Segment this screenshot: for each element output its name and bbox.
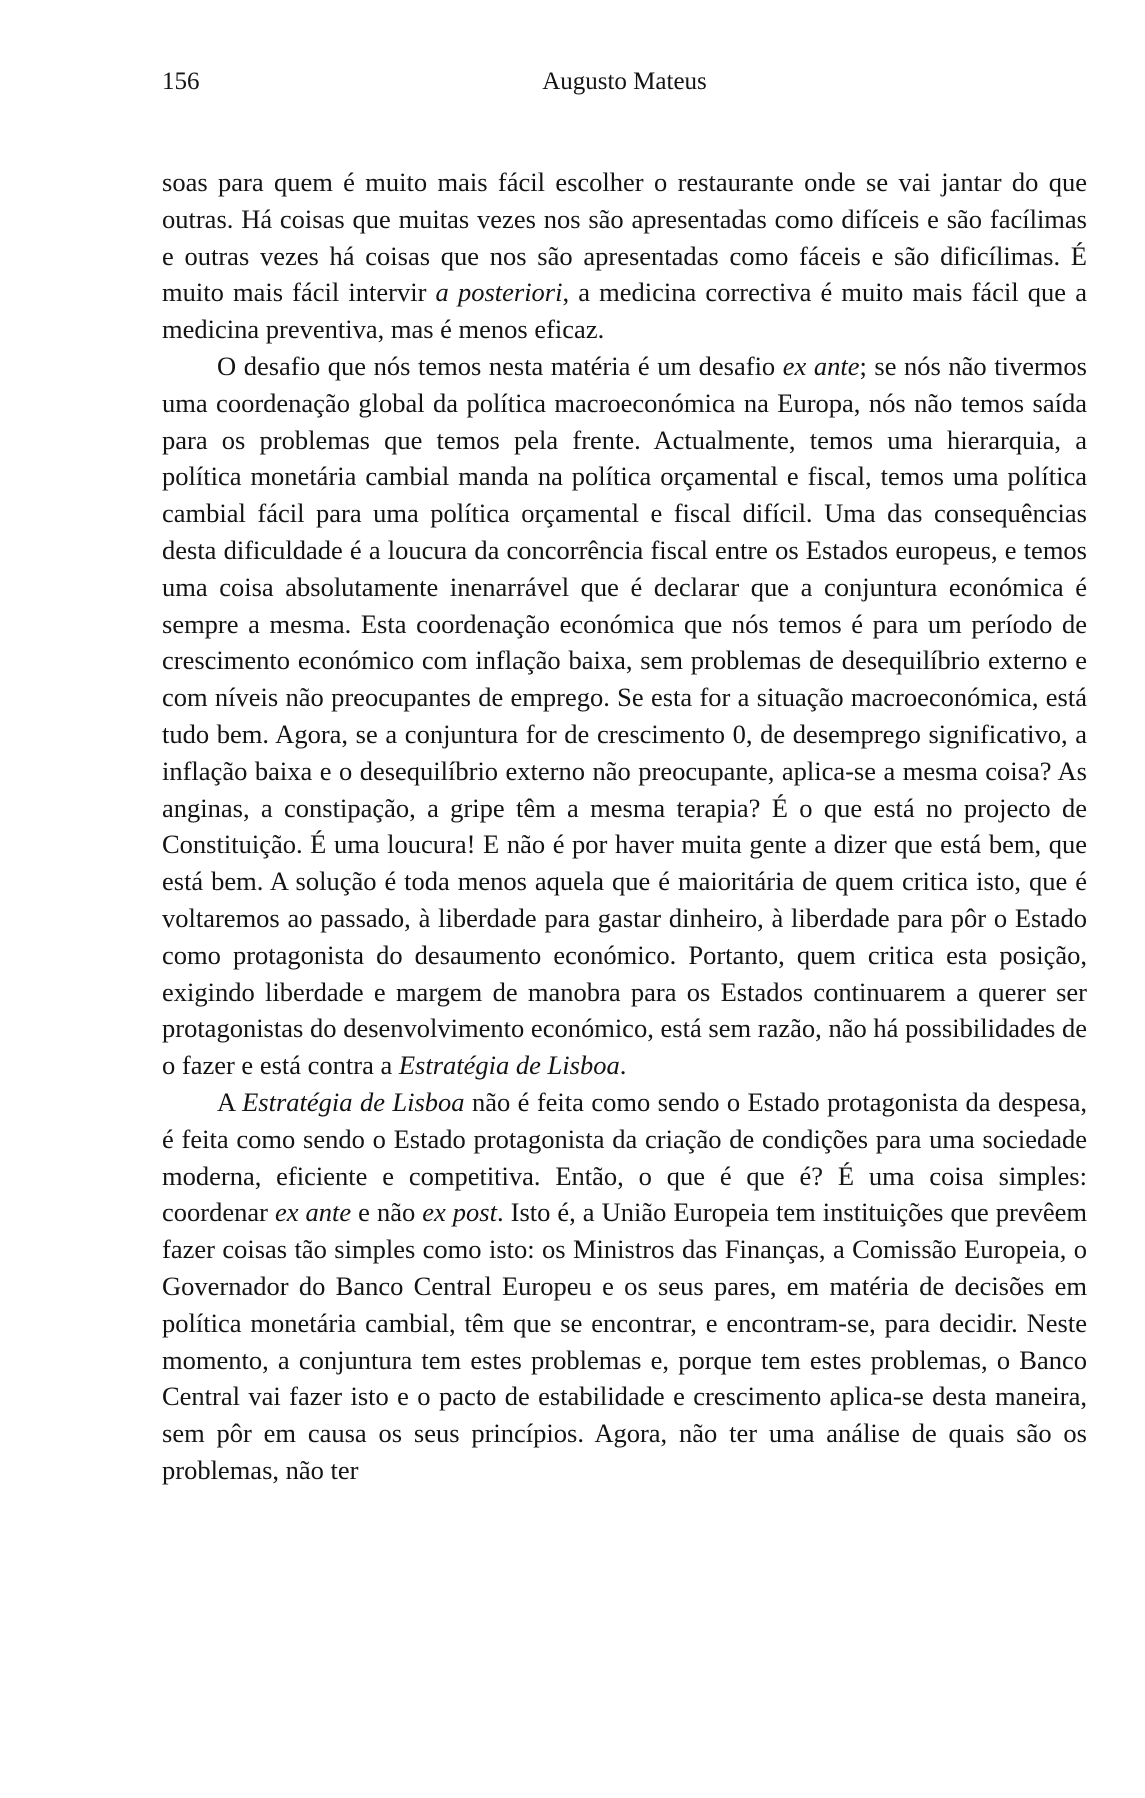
italic-term: ex ante (274, 1197, 352, 1228)
running-title: Augusto Mateus (542, 68, 707, 95)
text-segment: . (619, 1050, 627, 1081)
page-number: 156 (162, 68, 200, 95)
text-segment: não é feita como sendo o Estado protagonista da despesa, é feita como sendo o Estado protagonista da criação de condições para uma sociedade moderna, eficiente e competitiva. Então, o que é que é? É uma coisa simples: coordenar (162, 1086, 1087, 1228)
italic-term: Estratégia de Lisboa (242, 1086, 465, 1117)
italic-term: ex ante (782, 350, 860, 381)
text-segment: A (217, 1086, 243, 1117)
italic-term: a posteriori (435, 277, 563, 308)
italic-term: ex post (422, 1197, 497, 1228)
body-text (162, 164, 1087, 1489)
paragraph-1 (162, 164, 1087, 348)
italic-term: Estratégia de Lisboa (398, 1050, 620, 1081)
text-segment: e não (351, 1197, 423, 1228)
text-segment: . Isto é, a União Europeia tem instituições que prevêem fazer coisas tão simples como isto: os Ministros das Finanças, a Comissão Europeia, o Governador do Banco Central Europeu e os seus pares, em matéria de decisões em política monetária cambial, têm que se encontrar, e encontram-se, para decidir. Neste momento, a conjuntura tem estes problemas e, porque tem estes problemas, o Banco Central vai fazer isto e o pacto de estabilidade e crescimento aplica-se desta maneira, sem pôr em causa os seus princípios. Agora, não ter uma análise de quais são os problemas, não ter (162, 1197, 1088, 1485)
paragraph-3 (162, 1084, 1087, 1489)
text-segment: soas para quem é muito mais fácil escolher o restaurante onde se vai jantar do que outras. Há coisas que muitas vezes nos são apresentadas como difíceis e são facílimas e outras vezes há coisas que nos são apresentadas como fáceis e são dificílimas. É muito mais fácil intervir (162, 167, 1087, 308)
text-segment: O desafio que nós temos nesta matéria é um desafio (217, 350, 783, 381)
text-segment: ; se nós não tivermos uma coordenação global da política macroeconómica na Europa, nós não temos saída para os problemas que temos pela frente. Actualmente, temos uma hierarquia, a política monetária cambial manda na política orçamental e fiscal, temos uma política cambial fácil para uma política orçamental e fiscal difícil. Uma das consequências desta dificuldade é a loucura da concorrência fiscal entre os Estados europeus, e temos uma coisa absolutamente inenarrável que é declarar que a conjuntura económica é sempre a mesma. Esta coordenação económica que nós temos é para um período de crescimento económico com inflação baixa, sem problemas de desequilíbrio externo e com níveis não preocupantes de emprego. Se esta for a situação macroeconómica, está tudo bem. Agora, se a conjuntura for de crescimento 0, de desemprego significativo, a inflação baixa e o desequilíbrio externo não preocupante, aplica-se a mesma coisa? As anginas, a constipação, a gripe têm a mesma terapia? É o que está no projecto de Constituição. É uma loucura! E não é por haver muita gente a dizer que está bem, que está bem. A solução é toda menos aquela que é maioritária de quem critica isto, que é voltaremos ao passado, à liberdade para gastar dinheiro, à liberdade para pôr o Estado como protagonista do desaumento económico. Portanto, quem critica esta posição, exigindo liberdade e margem de manobra para os Estados continuarem a querer ser protagonistas do desenvolvimento económico, está sem razão, não há possibilidades de o fazer e está contra a (162, 350, 1087, 1081)
paragraph-2 (162, 348, 1087, 1084)
running-head (162, 64, 1087, 100)
text-segment: , a medicina correctiva é muito mais fácil que a medicina preventiva, mas é menos eficaz. (162, 277, 1087, 345)
